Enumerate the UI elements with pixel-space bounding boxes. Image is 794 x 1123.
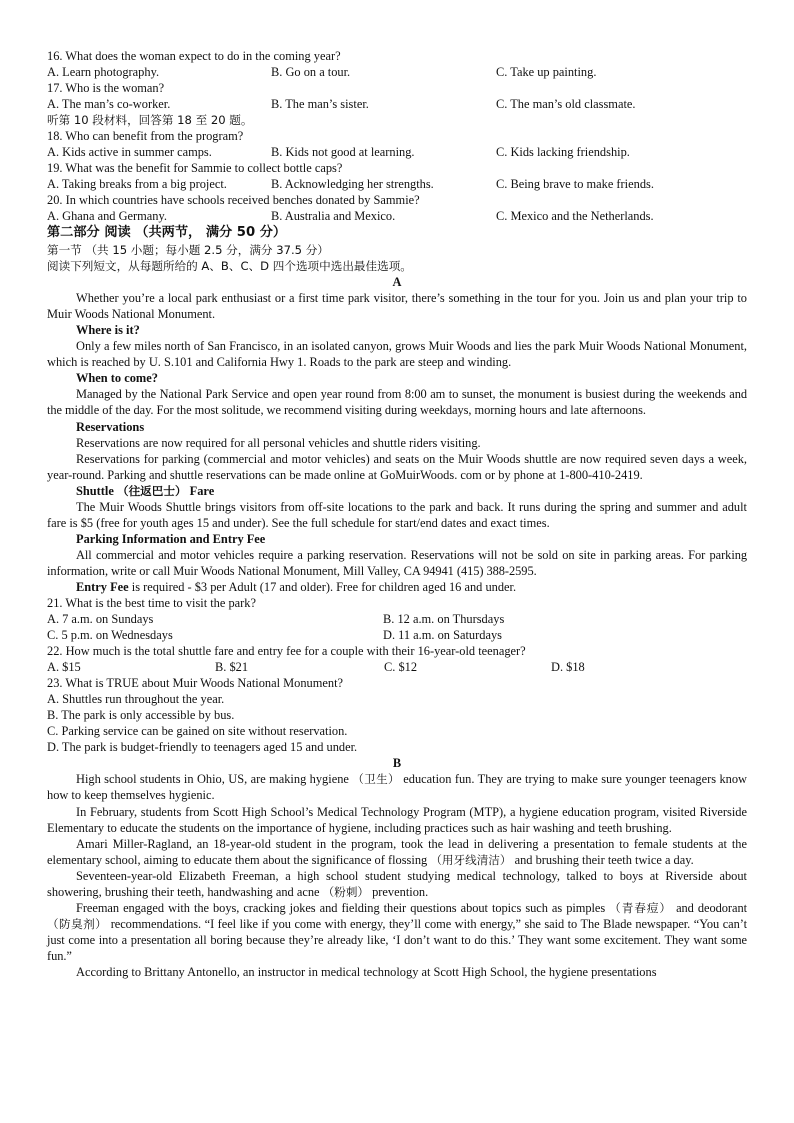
shuttle-title-cn: （往返巴士） — [116, 483, 187, 498]
p1-text-a: High school students in Ohio, US, are making hygiene — [76, 772, 353, 787]
q16-option-c: C. Take up painting. — [496, 65, 597, 79]
q21-option-a: A. 7 a.m. on Sundays — [47, 612, 154, 627]
shuttle-title-fare: Fare — [189, 483, 215, 498]
q21-option-b: B. 12 a.m. on Thursdays — [383, 612, 505, 627]
q19-option-a: A. Taking breaks from a big project. — [47, 177, 227, 191]
entry-fee-detail: is required - $3 per Adult (17 and older). Free for children aged 16 and under. — [128, 580, 517, 595]
q22-option-b: B. $21 — [215, 660, 249, 675]
passage-b-p4 — [47, 868, 747, 900]
q20-option-c: C. Mexico and the Netherlands. — [496, 209, 654, 223]
q20-stem: 20. In which countries have schools received benches donated by Sammie? — [47, 193, 420, 207]
q23-option-b: B. The park is only accessible by bus. — [47, 708, 235, 723]
q22-option-d: D. $18 — [551, 660, 585, 675]
part2-heading: 第二部分 阅读 （共两节， 满分 50 分） — [47, 225, 287, 240]
passage-b-p3 — [47, 836, 747, 868]
passage-a-intro: Whether you’re a local park enthusiast or a first time park visitor, there’s something in the tour for you. Join us and plan your trip to Muir Woods National Monument. — [47, 291, 747, 322]
reservations-text-1: Reservations are now required for all personal vehicles and shuttle riders visiting. — [76, 435, 481, 450]
q19-stem: 19. What was the benefit for Sammie to collect bottle caps? — [47, 161, 343, 175]
shuttle-heading — [47, 483, 747, 499]
q18-option-a: A. Kids active in summer camps. — [47, 145, 212, 159]
p1-text-b: education fun. They are trying to make sure younger teenagers know how to keep themselves hygienic. — [47, 772, 748, 803]
where-text: Only a few miles north of San Francisco, in an isolated canyon, grows Muir Woods and lies the park Muir Woods National Monument, which is reached by U. S.101 and California Hwy 1. Roads to the park are steep and winding. — [47, 339, 747, 370]
p4-gloss: （粉刺） — [322, 884, 370, 899]
q22-options — [47, 659, 747, 675]
p5-text-a: Freeman engaged with the boys, cracking jokes and fielding their questions about topics such as pimples — [76, 901, 610, 916]
p3-gloss: （用牙线清洁） — [430, 852, 512, 867]
parking-text: All commercial and motor vehicles require a parking reservation. Reservations will not be sold on site in parking areas. For parking information, write or call Muir Woods National Monument, Mill Valley, CA 94941 (415) 388-2595. — [47, 548, 747, 579]
passage-a-label: A — [392, 275, 402, 289]
q16-option-a: A. Learn photography. — [47, 65, 160, 79]
passage-b-p6: According to Brittany Antonello, an instructor in medical technology at Scott High School, the hygiene presentations — [76, 965, 657, 980]
p3-text-b: and brushing their teeth twice a day. — [511, 852, 694, 867]
entry-fee-label: Entry Fee — [76, 580, 129, 595]
passage-b-p5 — [47, 900, 747, 964]
q21-options-row2 — [47, 627, 747, 643]
q21-stem: 21. What is the best time to visit the park? — [47, 596, 256, 611]
entry-fee-text — [47, 579, 747, 595]
p1-gloss: （卫生） — [352, 772, 400, 787]
q17-option-a: A. The man’s co-worker. — [47, 97, 171, 111]
q16-stem: 16. What does the woman expect to do in the coming year? — [47, 49, 341, 63]
q22-stem: 22. How much is the total shuttle fare and entry fee for a couple with their 16-year-old teenager? — [47, 644, 526, 659]
q17-option-b: B. The man’s sister. — [271, 97, 369, 111]
p5-text-c: recommendations. “I feel like if you come with energy, they’ll come with energy,” she said to The Blade newspaper. “You can’t just come into a presentation all boring because they’re already like, ‘I don’t want to do this.’ They want some excitement. They want some fun.” — [47, 917, 747, 964]
p5-gloss-1: （青春痘） — [609, 901, 673, 916]
q21-options-row1 — [47, 611, 747, 627]
passage-b-p1 — [47, 771, 747, 803]
q18-stem: 18. Who can benefit from the program? — [47, 129, 244, 143]
q18-options — [47, 144, 747, 160]
listening-note: 听第 10 段材料，回答第 18 至 20 题。 — [47, 113, 253, 127]
q23-option-a: A. Shuttles run throughout the year. — [47, 692, 225, 707]
q17-option-c: C. The man’s old classmate. — [496, 97, 636, 111]
exam-page — [47, 48, 747, 981]
q21-option-d: D. 11 a.m. on Saturdays — [383, 628, 502, 643]
shuttle-text: The Muir Woods Shuttle brings visitors from off-site locations to the park and back. It runs during the spring and summer and adult fare is $5 (free for youth ages 15 and under). See the full schedule for start/end dates and exact times. — [47, 499, 747, 530]
q23-stem: 23. What is TRUE about Muir Woods National Monument? — [47, 676, 344, 691]
q17-options — [47, 96, 747, 112]
p4-text-b: prevention. — [369, 884, 429, 899]
q18-option-c: C. Kids lacking friendship. — [496, 145, 630, 159]
q16-options — [47, 64, 747, 80]
p3-text-a: Amari Miller-Ragland, an 18-year-old student in the program, took the lead in delivering a presentation to female students at the elementary school, aiming to educate them about the significance of flossing — [47, 836, 747, 867]
q22-option-a: A. $15 — [47, 660, 81, 675]
reading-instructions: 阅读下列短文，从每题所给的 A、B、C、D 四个选项中选出最佳选项。 — [47, 259, 412, 273]
parking-heading: Parking Information and Entry Fee — [76, 532, 266, 547]
shuttle-title-en: Shuttle — [76, 483, 114, 498]
when-heading: When to come? — [76, 371, 158, 386]
q23-option-c: C. Parking service can be gained on site without reservation. — [47, 724, 348, 739]
q21-option-c: C. 5 p.m. on Wednesdays — [47, 628, 173, 643]
passage-b-label: B — [392, 756, 402, 771]
p5-text-b: and deodorant — [672, 901, 747, 916]
q20-options — [47, 208, 747, 224]
q23-option-d: D. The park is budget-friendly to teenagers aged 15 and under. — [47, 740, 358, 755]
where-heading: Where is it? — [76, 323, 140, 338]
q19-option-c: C. Being brave to make friends. — [496, 177, 654, 191]
q22-option-c: C. $12 — [384, 660, 418, 675]
q19-options — [47, 176, 747, 192]
q16-option-b: B. Go on a tour. — [271, 65, 351, 79]
q20-option-b: B. Australia and Mexico. — [271, 209, 396, 223]
p5-gloss-2: （防臭剂） — [47, 917, 108, 932]
q20-option-a: A. Ghana and Germany. — [47, 209, 167, 223]
q17-stem: 17. Who is the woman? — [47, 81, 165, 95]
when-text: Managed by the National Park Service and open year round from 8:00 am to sunset, the monument is busiest during the weekends and the middle of the day. For the most solitude, we recommend visiting during weekdays, morning hours and late afternoons. — [47, 387, 747, 418]
section1-heading: 第一节 （共 15 小题；每小题 2.5 分，满分 37.5 分） — [47, 243, 329, 257]
passage-b-p2: In February, students from Scott High School’s Medical Technology Program (MTP), a hygiene education program, visited Riverside Elementary to educate the students on the importance of hygiene, including practices such as hair washing and teeth brushing. — [47, 804, 747, 835]
q18-option-b: B. Kids not good at learning. — [271, 145, 415, 159]
reservations-heading: Reservations — [76, 419, 145, 434]
q19-option-b: B. Acknowledging her strengths. — [271, 177, 434, 191]
reservations-text-2: Reservations for parking (commercial and motor vehicles) and seats on the Muir Woods shuttle are now required seven days a week, year-round. Parking and shuttle reservations can be made online at GoMuirWoods. com or by phone at 1-800-410-2419. — [47, 451, 747, 482]
p4-text-a: Seventeen-year-old Elizabeth Freeman, a high school student studying medical technology, talked to boys at Riverside about showering, brushing their teeth, handwashing and acne — [47, 868, 747, 899]
